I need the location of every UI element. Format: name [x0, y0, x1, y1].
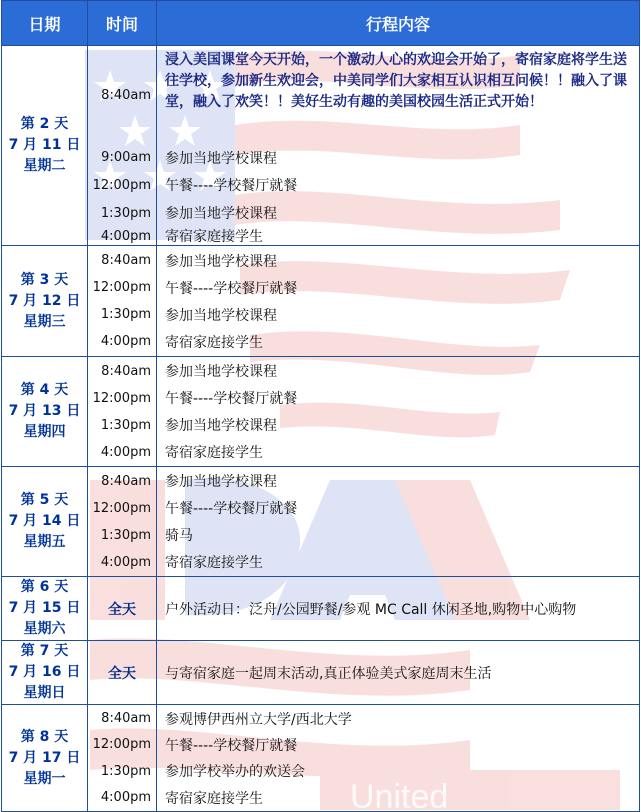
day-row — [2, 46, 640, 246]
time-cell — [88, 357, 157, 467]
day-date: 7 月 12 日 — [8, 292, 81, 309]
day-weekday: 星期六 — [23, 621, 66, 637]
day-row — [2, 246, 640, 357]
time-slot: 8:40am — [101, 253, 151, 268]
day-row — [2, 357, 640, 467]
activity-text: 寄宿家庭接学生 — [165, 334, 263, 351]
activity-text: 寄宿家庭接学生 — [165, 445, 263, 461]
day-cell — [2, 46, 88, 246]
time-slot: 12:00pm — [92, 737, 151, 752]
day-cell — [2, 246, 88, 357]
activity-cell — [157, 357, 640, 467]
day-row — [2, 577, 640, 641]
header-time: 时间 — [88, 1, 157, 46]
activity-cell — [157, 705, 640, 812]
time-slot: 4:00pm — [100, 334, 151, 349]
time-slot: 12:00pm — [92, 280, 151, 295]
day-number: 第 3 天 — [20, 271, 69, 288]
day-weekday: 星期二 — [23, 158, 66, 174]
day-cell — [2, 467, 88, 577]
itinerary-table — [1, 0, 640, 812]
day-date: 7 月 11 日 — [8, 137, 81, 153]
day-cell — [2, 641, 88, 705]
activity-text: 参加学校举办的欢送会 — [165, 764, 305, 780]
activity-text: 午餐----学校餐厅就餐 — [165, 178, 298, 194]
time-slot: 12:00pm — [92, 177, 151, 193]
time-slot: 1:30pm — [100, 527, 151, 543]
header-content: 行程内容 — [157, 1, 640, 46]
time-slot: 4:00pm — [100, 554, 151, 570]
time-slot: 4:00pm — [100, 228, 151, 244]
activity-text: 参加当地学校课程 — [165, 253, 277, 270]
activity-text: 与寄宿家庭一起周末活动,真正体验美式家庭周末生活 — [157, 641, 640, 705]
activity-text: 参加当地学校课程 — [165, 418, 277, 434]
time-slot: 8:40am — [101, 711, 151, 726]
activity-cell — [157, 246, 640, 357]
time-slot: 4:00pm — [100, 444, 151, 460]
day-weekday: 星期五 — [23, 534, 66, 550]
time-slot: 12:00pm — [92, 390, 151, 406]
day-row — [2, 705, 640, 812]
activity-text: 参加当地学校课程 — [165, 474, 277, 490]
activity-text: 参加当地学校课程 — [165, 307, 277, 324]
time-slot: 12:00pm — [92, 500, 151, 516]
time-slot: 1:30pm — [100, 417, 151, 433]
header-date: 日期 — [2, 1, 88, 46]
day-cell — [2, 357, 88, 467]
time-cell — [88, 705, 157, 812]
day-date: 7 月 14 日 — [8, 513, 81, 529]
activity-cell — [157, 467, 640, 577]
activity-intro-text: 浸入美国课堂今天开始，一个激动人心的欢迎会开始了，寄宿家庭将学生送往学校，参加新生欢迎会，中美同学们大家相互认识相互问候！！融入了课堂，融入了欢笑！！美好生动有趣的美国校园生活正式开始！ — [165, 52, 627, 110]
activity-text: 午餐----学校餐厅就餐 — [165, 391, 298, 407]
activity-text: 参加当地学校课程 — [165, 150, 277, 167]
day-weekday: 星期三 — [23, 313, 66, 330]
day-row — [2, 641, 640, 705]
time-cell — [88, 246, 157, 357]
allday-label: 全天 — [88, 577, 157, 641]
day-number: 第 2 天 — [20, 116, 69, 132]
time-slot: 8:40am — [101, 87, 151, 103]
activity-text: 户外活动日：泛舟/公园野餐/参观 MC Call 休闲圣地,购物中心购物 — [157, 577, 640, 641]
activity-text: 寄宿家庭接学生 — [165, 790, 263, 807]
day-weekday: 星期一 — [23, 770, 66, 787]
day-number: 第 5 天 — [20, 492, 69, 508]
day-date: 7 月 15 日 — [8, 600, 81, 616]
activity-text: 午餐----学校餐厅就餐 — [165, 280, 298, 297]
activity-text: 午餐----学校餐厅就餐 — [165, 737, 298, 754]
day-number: 第 8 天 — [20, 728, 69, 745]
activity-cell — [157, 46, 640, 246]
day-cell — [2, 705, 88, 812]
day-number: 第 7 天 — [20, 643, 69, 659]
time-slot: 4:00pm — [100, 790, 151, 805]
time-slot: 1:30pm — [100, 307, 151, 322]
activity-text: 参加当地学校课程 — [165, 206, 277, 222]
time-cell — [88, 46, 157, 246]
time-slot: 1:30pm — [100, 205, 151, 221]
day-date: 7 月 13 日 — [8, 403, 81, 419]
day-number: 第 4 天 — [20, 382, 69, 398]
day-cell — [2, 577, 88, 641]
allday-label: 全天 — [88, 641, 157, 705]
activity-text: 寄宿家庭接学生 — [165, 229, 263, 245]
activity-text: 骑马 — [165, 528, 193, 544]
header-row — [2, 1, 640, 46]
day-weekday: 星期日 — [23, 685, 66, 701]
activity-text: 午餐----学校餐厅就餐 — [165, 501, 298, 517]
activity-text: 参观博伊西州立大学/西北大学 — [165, 711, 352, 728]
time-slot: 1:30pm — [100, 763, 151, 779]
activity-text: 寄宿家庭接学生 — [165, 555, 263, 571]
day-date: 7 月 16 日 — [8, 664, 81, 680]
day-number: 第 6 天 — [20, 579, 69, 595]
day-date: 7 月 17 日 — [8, 749, 81, 766]
activity-text: 参加当地学校课程 — [165, 364, 277, 380]
day-weekday: 星期四 — [23, 424, 66, 440]
time-cell — [88, 467, 157, 577]
watermark-text: United — [350, 778, 449, 810]
time-slot: 8:40am — [101, 363, 151, 379]
time-slot: 9:00am — [101, 150, 151, 165]
time-slot: 8:40am — [101, 473, 151, 489]
day-row — [2, 467, 640, 577]
